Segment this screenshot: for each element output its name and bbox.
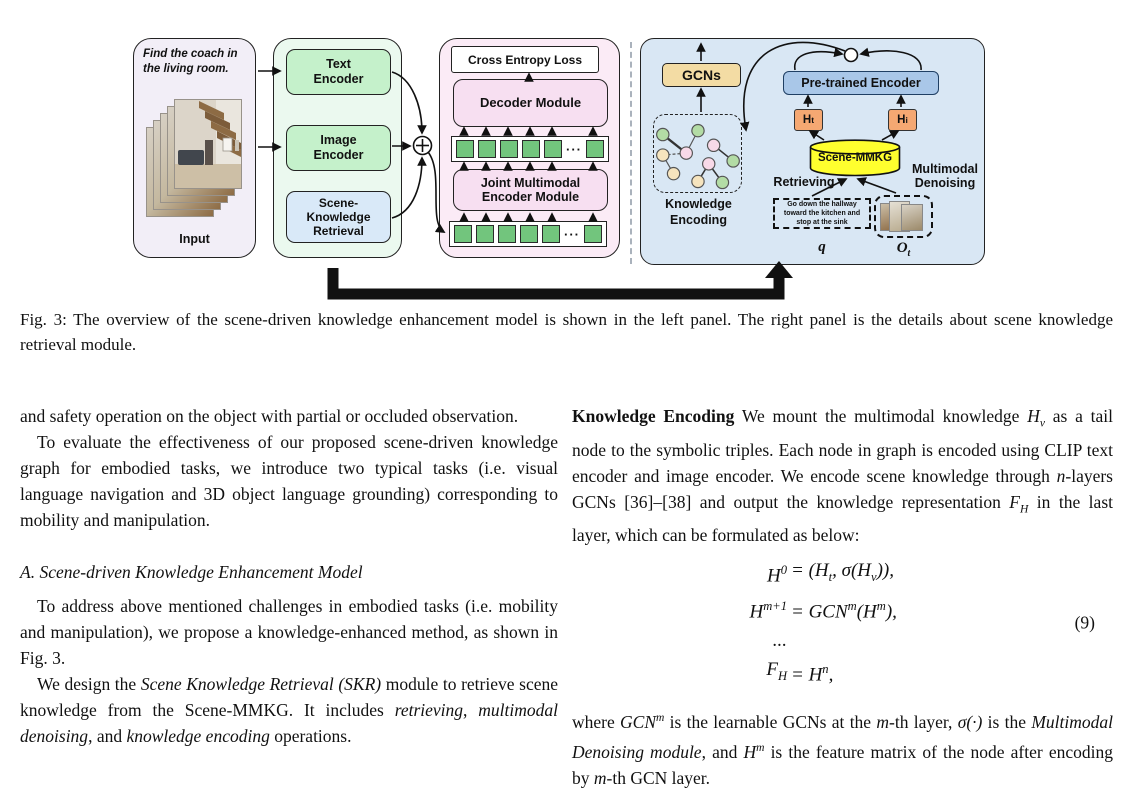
skr-module-link-arrow: [333, 261, 793, 294]
token-square: [542, 225, 560, 243]
input-panel: [133, 38, 256, 258]
paragraph: To evaluate the effectiveness of our proposed scene-driven knowledge graph for embodied tasks, we introduce two typical tasks (i.e. visual language navigation and 3D object language grounding) corresponding to mobility and manipulation.: [20, 432, 558, 530]
knowledge-graph-box: [653, 114, 742, 193]
token-square: [476, 225, 494, 243]
token-square: [478, 140, 496, 158]
query-box: Go down the hallway toward the kitchen and stop at the sink: [773, 198, 871, 229]
image-encoder-box: Image Encoder: [286, 125, 391, 171]
scene-mmkg-cylinder: [809, 139, 901, 177]
token-square: [586, 140, 604, 158]
subsection-heading: A. Scene-driven Knowledge Enhancement Model: [20, 562, 363, 582]
observation-box: [874, 195, 933, 238]
equation-line: $H^{m+1}$ = $GCN^m(H^m)$,: [749, 598, 897, 623]
joint-multimodal-encoder-box: Joint Multimodal Encoder Module: [453, 169, 608, 211]
hi-box: H i: [888, 109, 917, 131]
token-square: [584, 225, 602, 243]
knowledge-graph-drawing: [654, 115, 741, 192]
token-square: [520, 225, 538, 243]
room-photo: [174, 99, 242, 189]
equation-line: $H^0$ = ($H_t$, $\sigma(H_v)$),: [767, 560, 894, 587]
query-symbol: q: [818, 239, 826, 255]
encoder-panel: [273, 38, 402, 258]
training-panel: [439, 38, 620, 258]
instruction-text: Find the coach in the living room.: [143, 48, 238, 76]
gcns-box: GCNs: [662, 63, 741, 87]
token-square: [454, 225, 472, 243]
left-column: [20, 403, 558, 791]
input-image-stack: [146, 99, 248, 224]
ellipsis: ···: [566, 141, 582, 157]
observation-photo: [901, 204, 923, 231]
observation-symbol: $O_t$: [896, 240, 911, 259]
knowledge-encoding-label: Knowledge Encoding: [665, 197, 732, 227]
panel-divider: [630, 42, 632, 264]
token-square: [522, 140, 540, 158]
room-photo-drawing: [175, 100, 241, 188]
input-label: Input: [179, 232, 210, 246]
scene-knowledge-retrieval-box: Scene-Knowledge Retrieval: [286, 191, 391, 243]
retrieving-label: Retrieving: [773, 175, 835, 189]
decoder-module-box: Decoder Module: [453, 79, 608, 127]
equation-line: $F_H$ = $H^n$,: [766, 659, 834, 686]
token-square: [500, 140, 518, 158]
paragraph: We design the Scene Knowledge Retrieval (SKR) module to retrieve scene knowledge from the Scene-MMKG. It includes retrieving, multimodal denoising, and knowledge encoding operations.: [20, 674, 559, 746]
right-column: [572, 403, 1113, 791]
token-square: [498, 225, 516, 243]
paragraph: where GCN$^m$ is the learnable GCNs at the m-th layer, σ(·) is the Multimodal Denoising module, and $H^m$ is the feature matrix of the node after encoding by m-th GCN layer.: [572, 711, 1113, 788]
token-row-upper: [451, 136, 609, 162]
paragraph: To address above mentioned challenges in embodied tasks (i.e. mobility and manipulation), we propose a knowledge-enhanced method, as shown in Fig. 3.: [20, 596, 558, 668]
figure-3: [0, 0, 1131, 302]
ht-box: H t: [794, 109, 823, 131]
scene-mmkg-label: Scene-MMKG: [817, 152, 893, 164]
cross-entropy-loss-box: Cross Entropy Loss: [451, 46, 599, 73]
pretrained-encoder-box: Pre-trained Encoder: [783, 71, 939, 95]
equation-number: (9): [1074, 612, 1095, 633]
multimodal-denoising-label: Multimodal Denoising: [912, 162, 978, 191]
paragraph: Knowledge Encoding We mount the multimodal knowledge $H_v$ as a tail node to the symbolic triples. Each node in graph is encoded using CLIP text encoder and image encoder. We encode scene knowledge through n-layers GCNs [36]–[38] and output the knowledge representation $F_H$ in the last layer, which can be formulated as below:: [572, 406, 1113, 545]
text-encoder-box: Text Encoder: [286, 49, 391, 95]
equation-line: ...: [772, 630, 787, 652]
fusion-plus-icon: [414, 137, 432, 155]
token-square: [456, 140, 474, 158]
token-row-lower: [449, 221, 607, 247]
skr-detail-panel: [640, 38, 985, 265]
ellipsis: ···: [564, 226, 580, 242]
figure-caption: Fig. 3: The overview of the scene-driven knowledge enhancement model is shown in the left panel. The right panel is the details about scene knowledge retrieval module.: [20, 310, 1113, 354]
token-square: [544, 140, 562, 158]
equation-9: [572, 556, 1113, 691]
body-columns: [20, 403, 1113, 791]
paragraph: and safety operation on the object with partial or occluded observation.: [20, 406, 519, 426]
